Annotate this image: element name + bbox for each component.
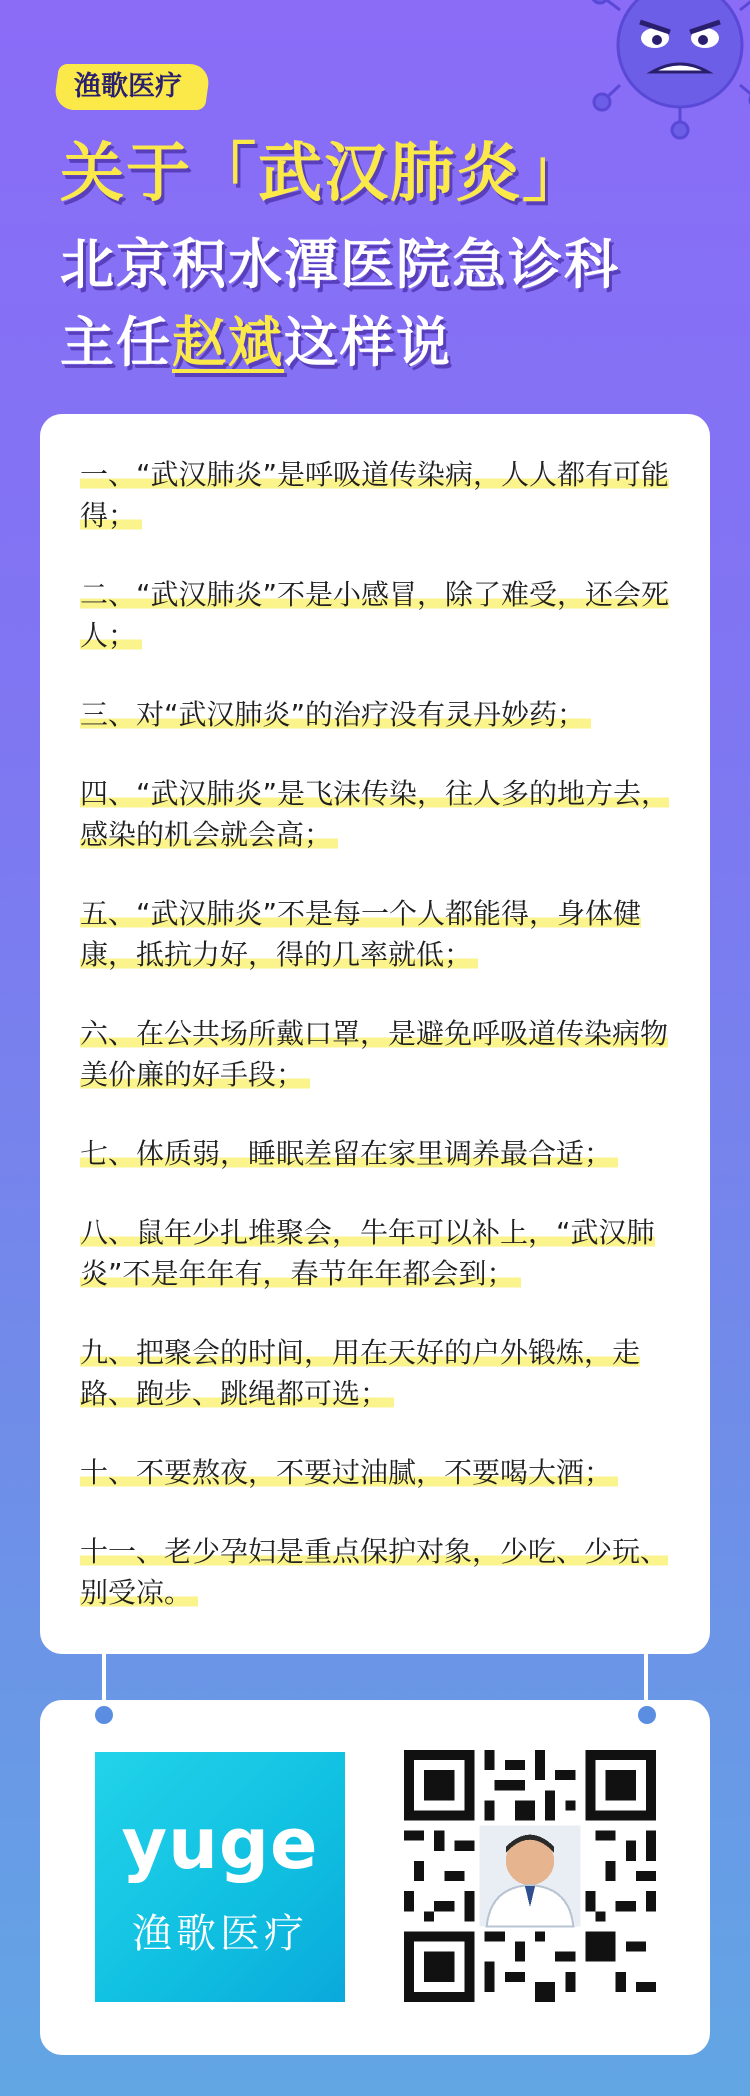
- brand-tag-label: 渔歌医疗: [74, 71, 182, 102]
- byline-prefix: 主任: [60, 311, 172, 374]
- advice-card: [40, 414, 710, 1654]
- advice-item: 二、“武汉肺炎”不是小感冒，除了难受，还会死人；: [80, 578, 670, 652]
- logo-wordmark: yuge: [121, 1803, 319, 1885]
- logo-subtitle: 渔歌医疗: [132, 1911, 308, 1957]
- connector-dot: [638, 1706, 656, 1724]
- advice-item: 七、体质弱，睡眠差留在家里调养最合适；: [80, 1133, 670, 1174]
- advice-item: 十一、老少孕妇是重点保护对象，少吃、少玩、别受凉。: [80, 1535, 669, 1609]
- virus-mascot-icon: [580, 0, 750, 140]
- headline-title: 关于「武汉肺炎」: [60, 137, 588, 211]
- advice-item: 四、“武汉肺炎”是飞沫传染，往人多的地方去，感染的机会就会高；: [80, 777, 670, 851]
- advice-item: 六、在公共场所戴口罩，是避免呼吸道传染病物美价廉的好手段；: [80, 1017, 669, 1091]
- advice-item: 三、对“武汉肺炎”的治疗没有灵丹妙药；: [80, 694, 670, 735]
- qr-code-icon[interactable]: [404, 1750, 656, 2002]
- advice-item: 九、把聚会的时间，用在天好的户外锻炼，走路、跑步、跳绳都可选；: [80, 1336, 641, 1410]
- yuge-logo: [95, 1752, 345, 2002]
- connector-dot: [95, 1706, 113, 1724]
- brand-tag: [53, 64, 211, 110]
- headline-subtitle: 北京积水潭医院急诊科: [60, 233, 620, 296]
- advice-item: 一、“武汉肺炎”是呼吸道传染病，人人都有可能得；: [80, 458, 670, 532]
- headline-byline: [60, 300, 452, 377]
- advice-list: [80, 454, 670, 1651]
- advice-item: 八、鼠年少扎堆聚会，牛年可以补上，“武汉肺炎”不是年年有，春节年年都会到；: [80, 1216, 655, 1290]
- byline-name: 赵斌: [172, 311, 284, 374]
- byline-suffix: 这样说: [284, 311, 452, 374]
- advice-item: 十、不要熬夜，不要过油腻，不要喝大酒；: [80, 1452, 670, 1493]
- advice-item: 五、“武汉肺炎”不是每一个人都能得，身体健康，抵抗力好，得的几率就低；: [80, 897, 642, 971]
